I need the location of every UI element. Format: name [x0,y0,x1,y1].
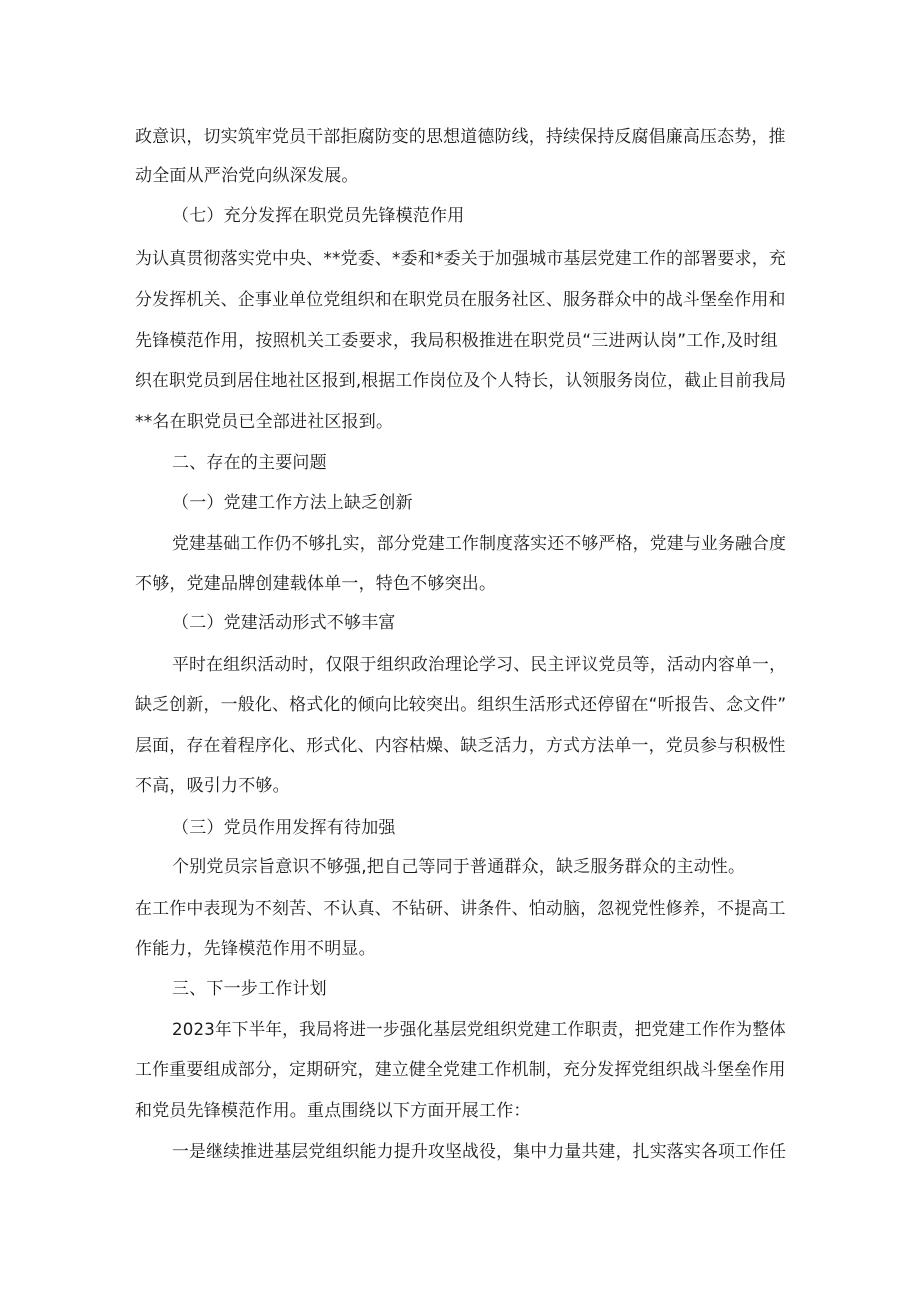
text-line: **名在职党员已全部进社区报到。 [135,412,394,432]
text-line: 先锋模范作用，按照机关工委要求，我局积极推进在职党员“三进两认岗”工作,及时组 [135,331,778,351]
text-line: 和党员先锋模范作用。重点围绕以下方面开展工作： [135,1101,531,1121]
text-line: 作能力，先锋模范作用不明显。 [135,939,376,959]
text-line: 在工作中表现为不刻苦、不认真、不钻研、讲条件、怕动脑，忽视党性修养，不提高工 [135,899,786,919]
text-line: 2023年下半年，我局将进一步强化基层党组织党建工作职责，把党建工作作为整体 [172,1020,786,1040]
text-line: 缺乏创新，一般化、格式化的倾向比较突出。组织生活形式还停留在“听报告、念文件” [135,695,787,715]
text-line: 分发挥机关、企事业单位党组织和在职党员在服务社区、服务群众中的战斗堡垒作用和 [135,290,786,310]
text-line: 平时在组织活动时，仅限于组织政治理论学习、民主评议党员等，活动内容单一， [172,655,787,675]
text-line: 政意识，切实筑牢党员干部拒腐防变的思想道德防线，持续保持反腐倡廉高压态势，推 [135,127,786,147]
text-line: 织在职党员到居住地社区报到,根据工作岗位及个人特长，认领服务岗位，截止目前我局 [135,371,787,391]
text-line: 层面，存在着程序化、形式化、内容枯燥、缺乏活力，方式方法单一，党员参与积极性 [135,736,786,756]
subsection-heading: （一）党建工作方法上缺乏创新 [172,493,413,513]
section-heading: 二、存在的主要问题 [172,453,327,473]
subsection-heading: （二）党建活动形式不够丰富 [172,613,396,633]
subsection-heading: （三）党员作用发挥有待加强 [172,818,396,838]
text-line: 不够，党建品牌创建载体单一，特色不够突出。 [135,574,497,594]
text-line: 一是继续推进基层党组织能力提升攻坚战役，集中力量共建，扎实落实各项工作任 [172,1142,787,1162]
text-line: 工作重要组成部分，定期研究，建立健全党建工作机制，充分发挥党组织战斗堡垒作用 [135,1060,786,1080]
text-line: 不高，吸引力不够。 [135,776,290,796]
text-line: 为认真贯彻落实党中央、**党委、*委和*委关于加强城市基层党建工作的部署要求，充 [135,249,786,269]
section-heading: 三、下一步工作计划 [172,979,327,999]
section-heading: （七）充分发挥在职党员先锋模范作用 [172,206,465,226]
text-line: 个别党员宗旨意识不够强,把自己等同于普通群众，缺乏服务群众的主动性。 [172,857,746,877]
text-line: 动全面从严治党向纵深发展。 [135,166,359,186]
text-line: 党建基础工作仍不够扎实，部分党建工作制度落实还不够严格，党建与业务融合度 [172,534,787,554]
